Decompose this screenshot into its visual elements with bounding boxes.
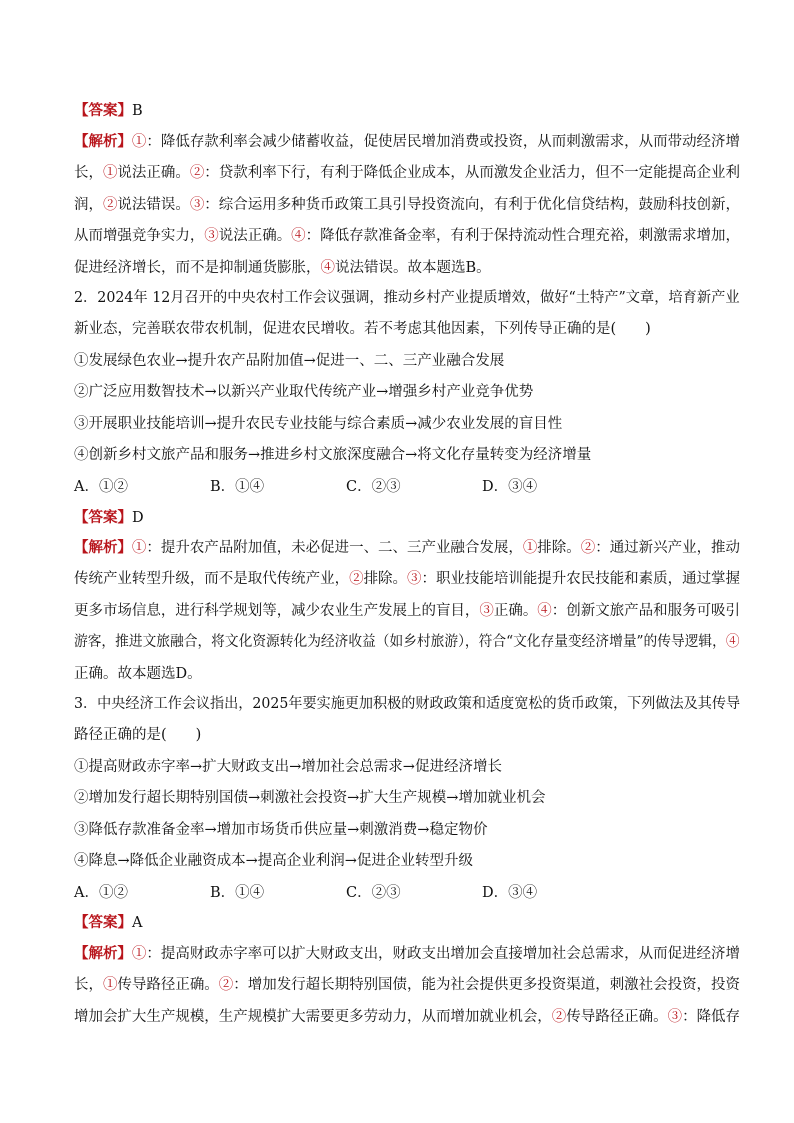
explanation-text: ：降低存 (682, 1009, 740, 1025)
option-c[interactable]: C．②③ (346, 479, 401, 495)
explanation-line (132, 540, 740, 556)
explanation-text: 长， (74, 977, 103, 993)
circled-number-marker: ④ (537, 603, 552, 619)
explanation-text: 排除。 (537, 540, 581, 556)
explanation-text: 从而增强竞争实力， (74, 228, 205, 244)
answer-label: 【答案】 (74, 102, 132, 119)
explanation-text: 说法正确。 (117, 165, 190, 181)
explanation-text: 正确。故本题选D。 (74, 666, 202, 682)
option-b[interactable]: B．①④ (210, 885, 265, 901)
explanation-line (74, 1007, 740, 1027)
explanation-text: 更多市场信息，进行科学规划等，减少农业生产发展上的盲目， (74, 603, 480, 619)
answer-value: D (132, 510, 144, 526)
explanation-line (132, 946, 740, 962)
explanation-text: 促进经济增长，而不是抑制通货膨胀， (74, 260, 321, 276)
explanation-line (74, 601, 740, 621)
explanation-text: 增加会扩大生产规模，生产规模扩大需要更多劳动力，从而增加就业机会， (74, 1009, 552, 1025)
circled-number-marker: ④ (320, 260, 335, 276)
statement-item: ②增加发行超长期特别国债→刺激社会投资→扩大生产规模→增加就业机会 (74, 790, 546, 806)
explanation-text: 长， (74, 165, 103, 181)
circled-number-marker: ② (102, 197, 118, 213)
explanation-text: ：通过新兴产业，推动 (595, 540, 740, 556)
option-d[interactable]: D．③④ (482, 885, 538, 901)
answer-value: A (132, 915, 143, 931)
explanation-line (74, 975, 740, 995)
explanation-text: 说法错误。故本题选B。 (335, 260, 491, 276)
circled-number-marker: ② (218, 977, 234, 993)
circled-number-marker: ③ (406, 571, 422, 587)
explanation-text: ：降低存款准备金率，有利于保持流动性合理充裕，刺激需求增加， (305, 228, 740, 244)
statement-item: ③降低存款准备金率→增加市场货币供应量→刺激消费→稳定物价 (74, 822, 488, 838)
circled-number-marker: ② (349, 571, 364, 587)
circled-number-marker: ① (102, 977, 118, 993)
answer-label: 【答案】 (74, 509, 132, 526)
explanation-text: 传导路径正确。 (566, 1009, 668, 1025)
explanation-text: 游客，推进文旅融合，将文化资源转化为经济收益（如乡村旅游），符合“文化存量变经济增量”的传导逻辑， (74, 634, 726, 650)
explanation-text: 排除。 (363, 571, 407, 587)
option-b[interactable]: B．①④ (210, 479, 265, 495)
explanation-text: 正确。 (493, 603, 538, 619)
statement-item: ④降息→降低企业融资成本→提高企业利润→促进企业转型升级 (74, 853, 473, 869)
explanation-text: 说法正确。 (218, 228, 292, 244)
explanation-text: ：增加发行超长期特别国债，能为社会提供更多投资渠道，刺激社会投资，投资 (233, 977, 740, 993)
explanation-text: 润， (74, 197, 103, 213)
explanation-line (74, 632, 740, 652)
statement-item: ④创新乡村文旅产品和服务→推进乡村文旅深度融合→将文化存量转变为经济增量 (74, 447, 592, 463)
circled-number-marker: ② (580, 540, 596, 556)
question-stem: 2．2024年 12月召开的中央农村工作会议强调，推动乡村产业提质增效，做好“土特产”文章，培育新产业 (74, 290, 740, 306)
statement-item: ③开展职业技能培训→提升农民专业技能与综合素质→减少农业发展的盲目性 (74, 416, 563, 432)
circled-number-marker: ② (551, 1009, 567, 1025)
explanation-line (74, 258, 491, 278)
question-stem: 路径正确的是( ) (74, 727, 202, 743)
explanation-text: ：职业技能培训能提升农民技能和素质，通过掌握 (421, 571, 740, 587)
circled-number-marker: ④ (725, 634, 740, 650)
circled-number-marker: ③ (479, 603, 494, 619)
option-a[interactable]: A．①② (74, 885, 128, 901)
answer-options (74, 477, 618, 497)
circled-number-marker: ① (102, 165, 118, 181)
explanation-line (74, 163, 740, 183)
explanation-label: 【解析】 (74, 945, 132, 962)
option-d[interactable]: D．③④ (482, 479, 538, 495)
explanation-text: 传统产业转型升级，而不是取代传统产业， (74, 571, 350, 587)
circled-number-marker: ① (131, 946, 147, 962)
circled-number-marker: ③ (204, 228, 219, 244)
explanation-label: 【解析】 (74, 539, 132, 556)
explanation-text: ：创新文旅产品和服务可吸引 (551, 603, 740, 619)
explanation-line (74, 226, 740, 246)
option-a[interactable]: A．①② (74, 479, 128, 495)
answer-options (74, 883, 618, 903)
circled-number-marker: ① (131, 134, 147, 150)
explanation-label: 【解析】 (74, 133, 132, 150)
circled-number-marker: ③ (189, 197, 205, 213)
explanation-text: 传导路径正确。 (117, 977, 219, 993)
circled-number-marker: ① (522, 540, 538, 556)
circled-number-marker: ④ (291, 228, 306, 244)
circled-number-marker: ③ (667, 1009, 683, 1025)
explanation-text: ：降低存款利率会减少储蓄收益，促使居民增加消费或投资，从而刺激需求，从而带动经济增 (146, 134, 740, 150)
explanation-line (74, 664, 202, 684)
question-stem: 新业态，完善联农带农机制，促进农民增收。若不考虑其他因素，下列传导正确的是( ) (74, 321, 651, 337)
question-stem: 3．中央经济工作会议指出，2025年要实施更加积极的财政政策和适度宽松的货币政策，下列做法及其传导 (74, 696, 741, 712)
explanation-text: ：提升农产品附加值，未必促进一、二、三产业融合发展， (146, 540, 523, 556)
explanation-text: ：贷款利率下行，有利于降低企业成本，从而激发企业活力，但不一定能提高企业利 (204, 165, 740, 181)
statement-item: ②广泛应用数智技术→以新兴产业取代传统产业→增强乡村产业竞争优势 (74, 384, 534, 400)
circled-number-marker: ① (131, 540, 147, 556)
option-c[interactable]: C．②③ (346, 885, 401, 901)
explanation-text: ：综合运用多种货币政策工具引导投资流向，有利于优化信贷结构，鼓励科技创新， (204, 197, 740, 213)
explanation-text: 说法错误。 (117, 197, 190, 213)
circled-number-marker: ② (189, 165, 205, 181)
explanation-line (74, 195, 740, 215)
statement-item: ①发展绿色农业→提升农产品附加值→促进一、二、三产业融合发展 (74, 353, 505, 369)
answer-value: B (132, 103, 143, 119)
explanation-text: ：提高财政赤字率可以扩大财政支出，财政支出增加会直接增加社会总需求，从而促进经济增 (146, 946, 740, 962)
answer-label: 【答案】 (74, 914, 132, 931)
statement-item: ①提高财政赤字率→扩大财政支出→增加社会总需求→促进经济增长 (74, 759, 502, 775)
explanation-line (74, 569, 740, 589)
explanation-line (132, 134, 740, 150)
